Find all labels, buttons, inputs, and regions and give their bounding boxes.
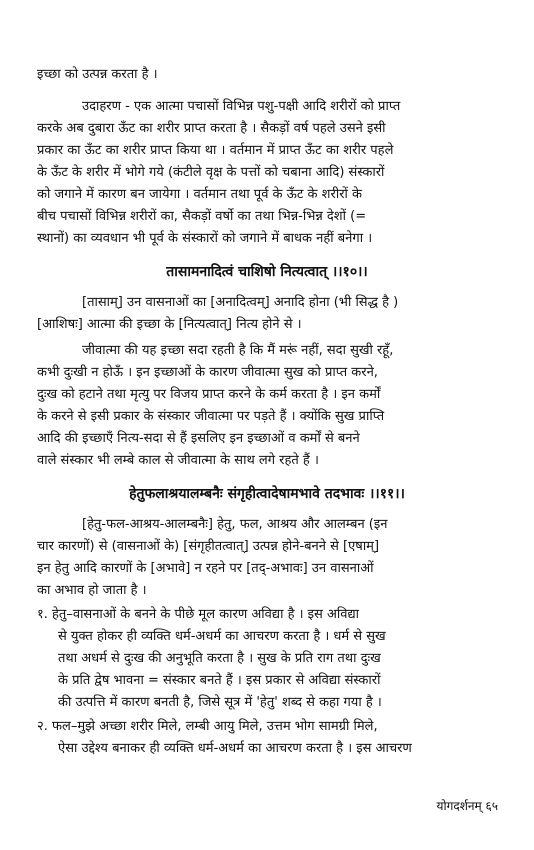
text-line: वाले संस्कार भी लम्बे काल से जीवात्मा के साथ लगे रहते हैं । (37, 453, 319, 468)
text-line: तथा अधर्म से दुःख की अनुभूति करता है । सुख के प्रति राग तथा दुःख (58, 651, 381, 666)
text-line: इन हेतु आदि कारणों के [अभावे] न रहने पर [तद्-अभावः] उन वासनाओं (37, 561, 374, 576)
text-line: करके अब दुबारा ऊँट का शरीर प्राप्त करता है । सैकड़ों वर्ष पहले उसने इसी (37, 121, 386, 136)
page-footer: योगदर्शनम् ६५ (436, 799, 498, 813)
text-line: [तासाम्] उन वासनाओं का [अनादित्वम्] अनादि होना (भी सिद्ध है ) (82, 295, 399, 310)
text-line: के करने से इसी प्रकार के संस्कार जीवात्मा पर पड़ते हैं । क्योंकि सुख प्राप्ति (37, 409, 385, 424)
text-line: [हेतु-फल-आश्रय-आलम्बनैः] हेतु, फल, आश्रय और आलम्बन (इन (82, 517, 388, 532)
text-line: ऐसा उद्देश्य बनाकर ही व्यक्ति धर्म-अधर्म का आचरण करता है । इस आचरण (58, 741, 412, 756)
sutra-heading: तासामनादित्वं चाशिषो नित्यत्वात् ।।१०।। (166, 264, 368, 280)
text-line: से युक्त होकर ही व्यक्ति धर्म-अधर्म का आचरण करता है । धर्म से सुख (58, 629, 386, 644)
text-line: का अभाव हो जाता है । (37, 583, 147, 598)
text-line: की उत्पत्ति में कारण बनती है, जिसे सूत्र में 'हेतु' शब्द से कहा गया है । (58, 695, 382, 710)
text-line: कभी दुःखी न होऊँ । इन इच्छाओं के कारण जीवात्मा सुख को प्राप्त करने, (37, 365, 378, 380)
list-item: २. फल–मुझे अच्छा शरीर मिले, लम्बी आयु मिले, उत्तम भोग सामग्री मिले, (37, 719, 378, 734)
text-line: आदि की इच्छाएँ नित्य-सदा से हैं इसलिए इन इच्छाओं व कर्मों से बनने (37, 431, 360, 446)
text-line: स्थानों) का व्यवधान भी पूर्व के संस्कारों को जगाने में बाधक नहीं बनेगा । (37, 231, 373, 246)
text-line: बीच पचासों विभिन्न शरीरों का, सैकड़ों वर्षो का तथा भिन्न-भिन्न देशों (= (37, 209, 367, 224)
text-line: प्रकार का ऊँट का शरीर प्राप्त किया था । वर्तमान में प्राप्त ऊँट का शरीर पहले (37, 143, 394, 158)
text-line: के ऊँट के शरीर में भोगे गये (कंटीले वृक्ष के पत्तों को चबाना आदि) संस्कारों (37, 165, 385, 180)
text-line: चार कारणों) से (वासनाओं के) [संगृहीतत्वात्] उत्पन्न होने-बनने से [एषाम्] (37, 539, 380, 554)
sutra-heading: हेतुफलाश्रयालम्बनैः संगृहीत्वादेषामभावे तदभावः ।।११।। (129, 486, 405, 502)
text-line: [आशिषः] आत्मा की इच्छा के [नित्यत्वात्] नित्य होने से । (37, 317, 302, 332)
text-line: दुःख को हटाने तथा मृत्यु पर विजय प्राप्त करने के कर्म करता है । इन कर्मों (37, 387, 381, 402)
text-line: जीवात्मा की यह इच्छा सदा रहती है कि मैं मरूं नहीं, सदा सुखी रहूँ, (82, 343, 394, 358)
list-item: १. हेतु–वासनाओं के बनने के पीछे मूल कारण अविद्या है । इस अविद्या (37, 607, 360, 622)
text-line: को जगाने में कारण बन जायेगा । वर्तमान तथा पूर्व के ऊँट के शरीरों के (37, 187, 363, 202)
text-line: के प्रति द्वेष भावना = संस्कार बनते हैं । इस प्रकार से अविद्या संस्कारों (58, 673, 381, 688)
text-line: इच्छा को उत्पन्न करता है । (37, 67, 158, 82)
text-line: उदाहरण - एक आत्मा पचासों विभिन्न पशु-पक्षी आदि शरीरों को प्राप्त (82, 99, 401, 114)
